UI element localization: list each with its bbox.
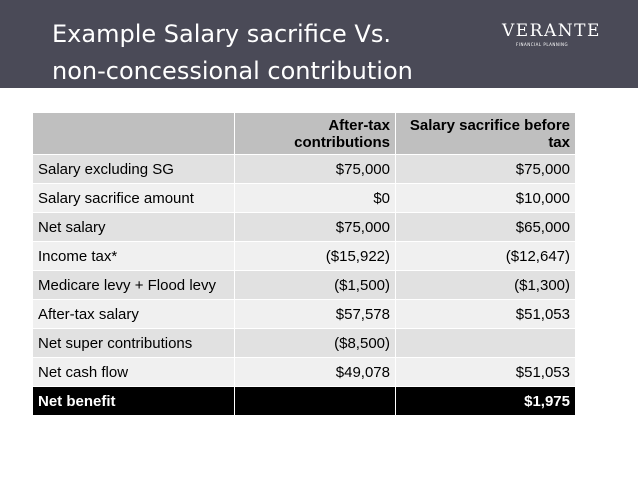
salary-sacrifice-value: $65,000 [396,213,576,242]
table-row [33,184,576,213]
after-tax-value: $0 [235,184,396,213]
table-row [33,213,576,242]
after-tax-value: $75,000 [235,213,396,242]
salary-sacrifice-value: $75,000 [396,155,576,184]
salary-sacrifice-value: $51,053 [396,358,576,387]
row-label: Net salary [33,213,235,242]
comparison-table [32,112,576,416]
slide-header [0,0,638,88]
after-tax-value: $57,578 [235,300,396,329]
header-cell-after-tax: After-tax contributions [235,113,396,155]
table-row [33,271,576,300]
salary-sacrifice-value: $1,975 [396,387,576,416]
row-label: Income tax* [33,242,235,271]
salary-sacrifice-value: $51,053 [396,300,576,329]
title-line-2: non-concessional contribution [52,57,413,85]
salary-sacrifice-value: ($1,300) [396,271,576,300]
row-label: Salary sacrifice amount [33,184,235,213]
row-label: Net super contributions [33,329,235,358]
row-label: Salary excluding SG [33,155,235,184]
table-header-row [33,113,576,155]
title-line-1: Example Salary sacrifice Vs. [52,20,391,48]
after-tax-value: $49,078 [235,358,396,387]
company-logo [502,20,601,50]
table-row [33,242,576,271]
after-tax-value: ($1,500) [235,271,396,300]
slide-title [52,16,472,90]
salary-sacrifice-value [396,329,576,358]
header-cell-label [33,113,235,155]
row-label: Net cash flow [33,358,235,387]
table-row [33,358,576,387]
after-tax-value: ($15,922) [235,242,396,271]
after-tax-value: ($8,500) [235,329,396,358]
row-label: After-tax salary [33,300,235,329]
after-tax-value: $75,000 [235,155,396,184]
net-benefit-row [33,387,576,416]
header-cell-salary-sacrifice: Salary sacrifice before tax [396,113,576,155]
logo-tagline: FINANCIAL PLANNING [516,42,569,47]
logo-wordmark: VERANTE [502,21,601,41]
row-label: Net benefit [33,387,235,416]
table-row [33,300,576,329]
table-row [33,329,576,358]
salary-sacrifice-value: $10,000 [396,184,576,213]
after-tax-value [235,387,396,416]
salary-sacrifice-value: ($12,647) [396,242,576,271]
row-label: Medicare levy + Flood levy [33,271,235,300]
table-row [33,155,576,184]
